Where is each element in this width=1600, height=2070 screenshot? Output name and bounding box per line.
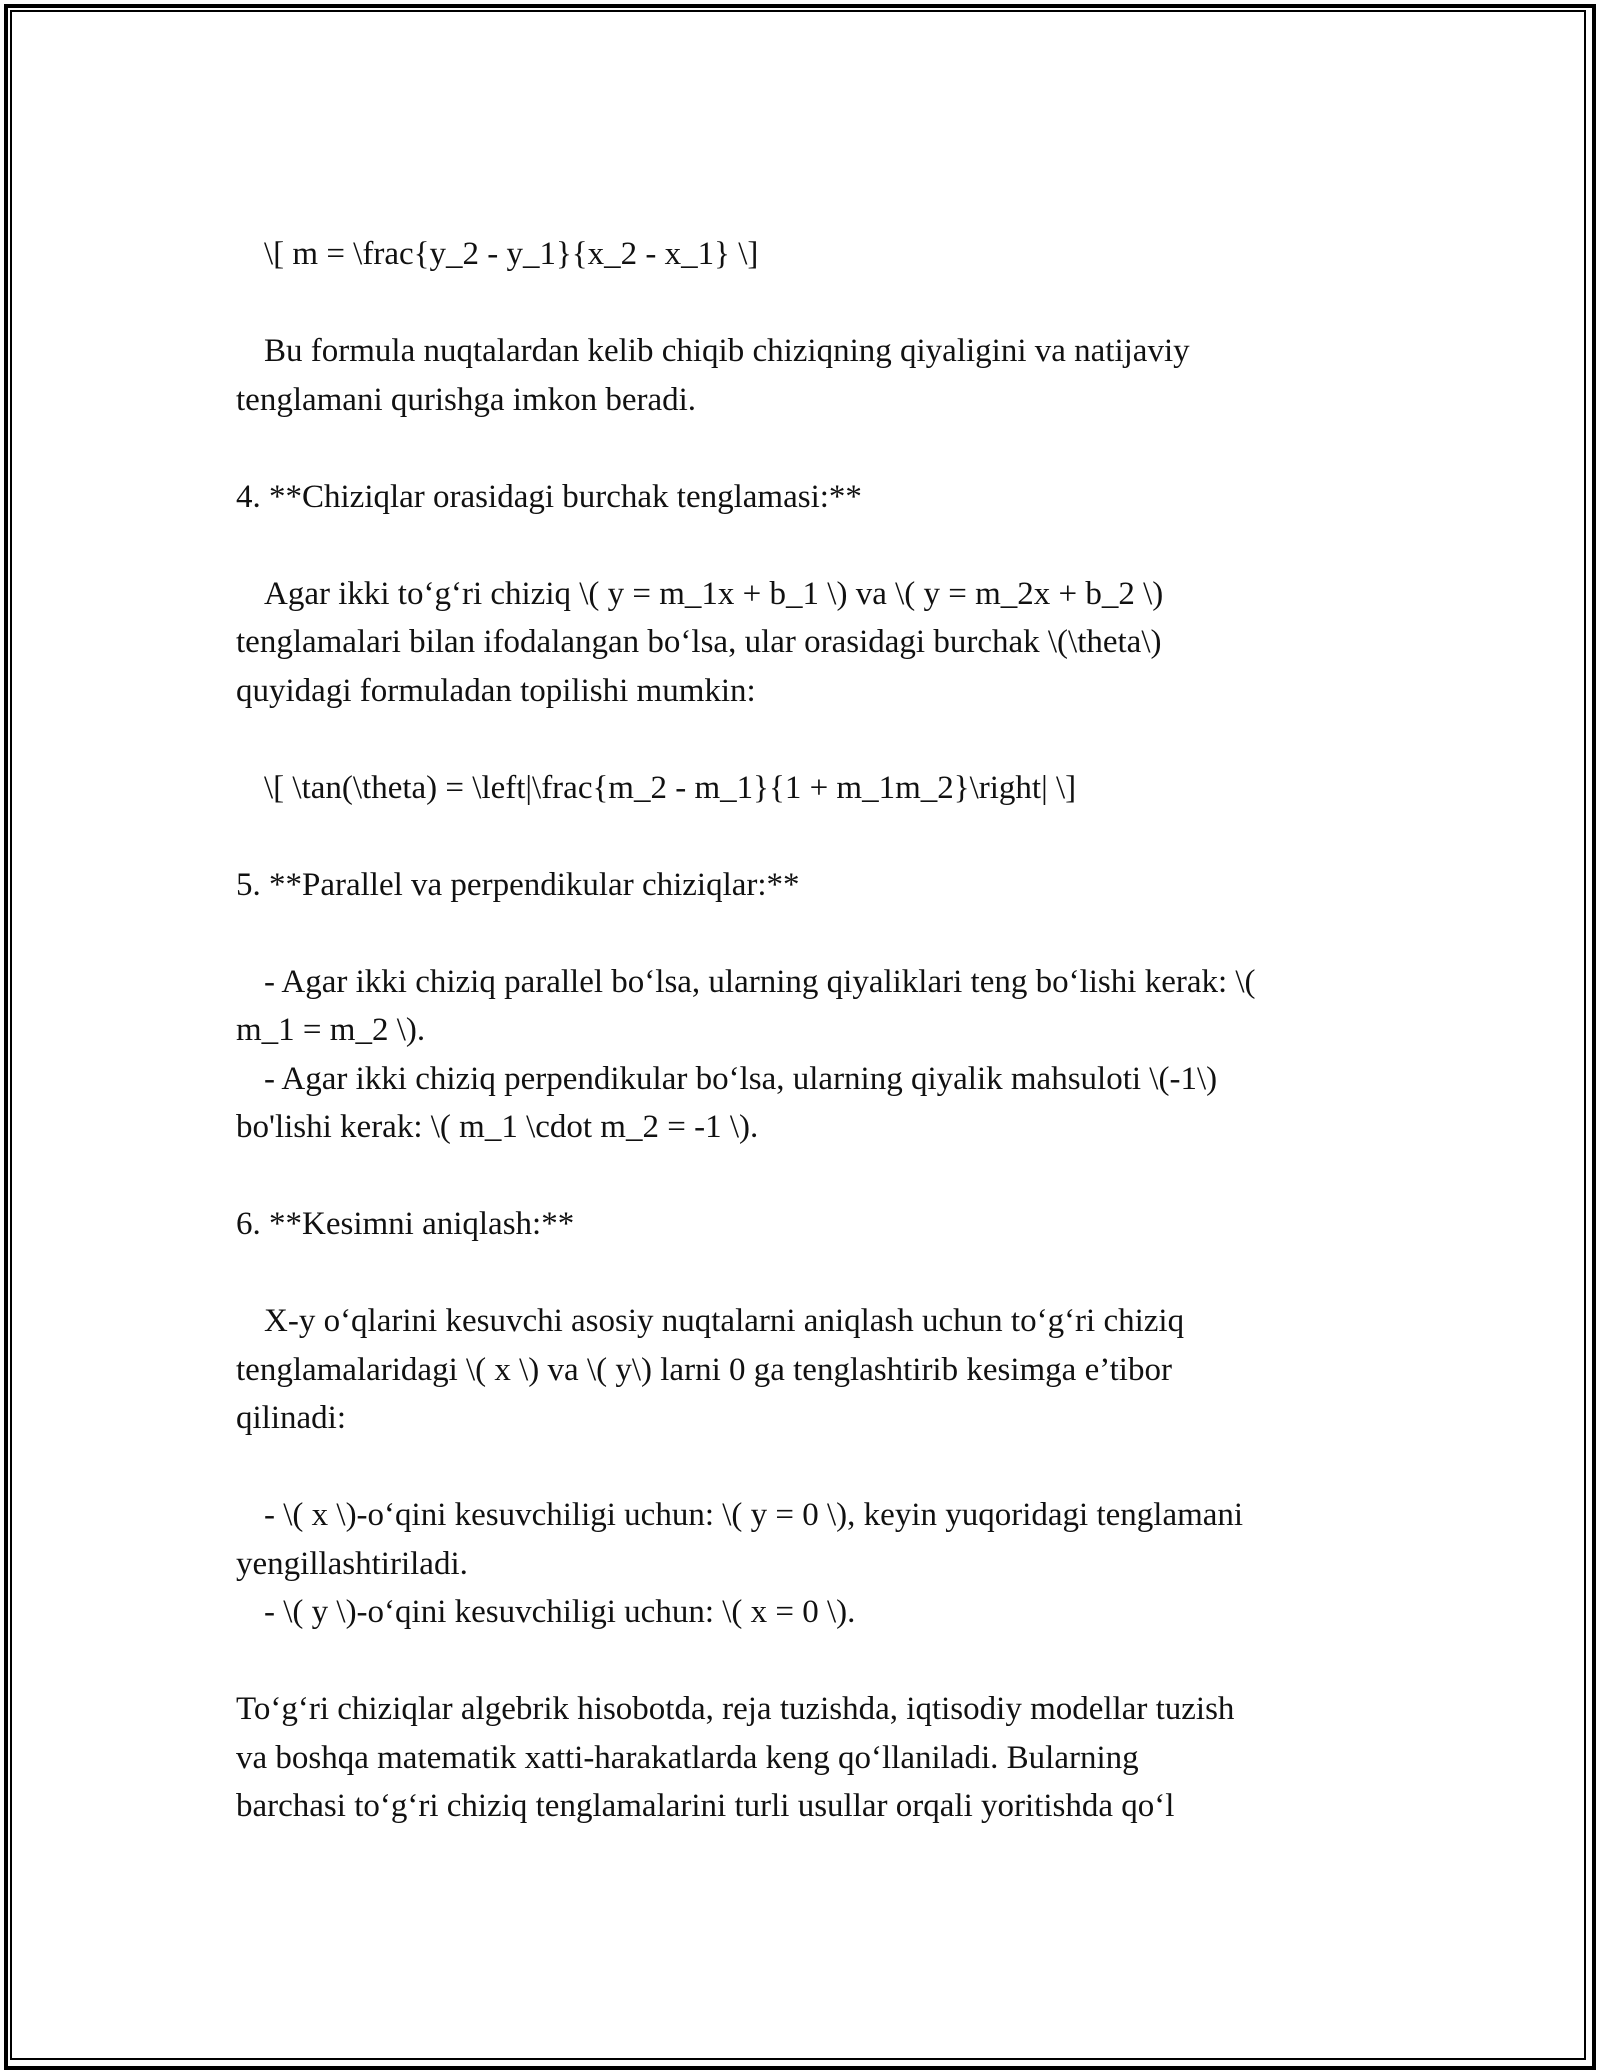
list-item-line: - \( y \)-o‘qini kesuvchiligi uchun: \( x = 0 \). [264, 1594, 856, 1630]
paragraph-line: Bu formula nuqtalardan kelib chiqib chiziqning qiyaligini va natijaviy [264, 333, 1190, 369]
blank-line [236, 424, 1376, 473]
blank-line [236, 279, 1376, 328]
paragraph-line: qilinadi: [236, 1400, 346, 1436]
list-item-line: yengillashtiriladi. [236, 1545, 468, 1582]
blank-line [236, 521, 1376, 570]
list-item-line: - Agar ikki chiziq parallel bo‘lsa, ularning qiyaliklari teng bo‘lishi kerak: \( [264, 963, 1256, 1000]
blank-line [236, 909, 1376, 958]
formula-slope: \[ m = \frac{y_2 - y_1}{x_2 - x_1} \] [264, 236, 759, 272]
blank-line [236, 1443, 1376, 1492]
list-item-line: m_1 = m_2 \). [236, 1012, 426, 1048]
blank-line [236, 1637, 1376, 1686]
blank-line [236, 715, 1376, 764]
document-body [236, 230, 1376, 1831]
blank-line [236, 812, 1376, 861]
paragraph-line: tenglamani qurishga imkon beradi. [236, 381, 697, 418]
paragraph-line: va boshqa matematik xatti-harakatlarda keng qo‘llaniladi. Bularning [236, 1739, 1139, 1776]
paragraph-line: To‘g‘ri chiziqlar algebrik hisobotda, reja tuzishda, iqtisodiy modellar tuzish [236, 1691, 1235, 1727]
paragraph-line: tenglamalari bilan ifodalangan bo‘lsa, ular orasidagi burchak \(\theta\) [236, 624, 1162, 660]
list-item-line: - Agar ikki chiziq perpendikular bo‘lsa, ularning qiyalik mahsuloti \(-1\) [264, 1060, 1218, 1097]
section-heading-6: 6. **Kesimni aniqlash:** [236, 1206, 575, 1242]
paragraph-line: Agar ikki to‘g‘ri chiziq \( y = m_1x + b_1 \) va \( y = m_2x + b_2 \) [264, 575, 1164, 612]
list-item-line: bo'lishi kerak: \( m_1 \cdot m_2 = -1 \). [236, 1109, 759, 1145]
paragraph-line: barchasi to‘g‘ri chiziq tenglamalarini turli usullar orqali yoritishda qo‘l [236, 1788, 1175, 1824]
paragraph-line: quyidagi formuladan topilishi mumkin: [236, 672, 756, 709]
paragraph-line: tenglamalaridagi \( x \) va \( y\) larni 0 ga tenglashtirib kesimga e’tibor [236, 1351, 1172, 1388]
list-item-line: - \( x \)-o‘qini kesuvchiligi uchun: \( y = 0 \), keyin yuqoridagi tenglamani [264, 1497, 1244, 1533]
blank-line [236, 1152, 1376, 1201]
section-heading-5: 5. **Parallel va perpendikular chiziqlar:** [236, 866, 800, 903]
formula-angle: \[ \tan(\theta) = \left|\frac{m_2 - m_1}{1 + m_1m_2}\right| \] [264, 769, 1077, 806]
blank-line [236, 1249, 1376, 1298]
section-heading-4: 4. **Chiziqlar orasidagi burchak tenglamasi:** [236, 478, 862, 515]
paragraph-line: X-y o‘qlarini kesuvchi asosiy nuqtalarni aniqlash uchun to‘g‘ri chiziq [264, 1303, 1185, 1339]
